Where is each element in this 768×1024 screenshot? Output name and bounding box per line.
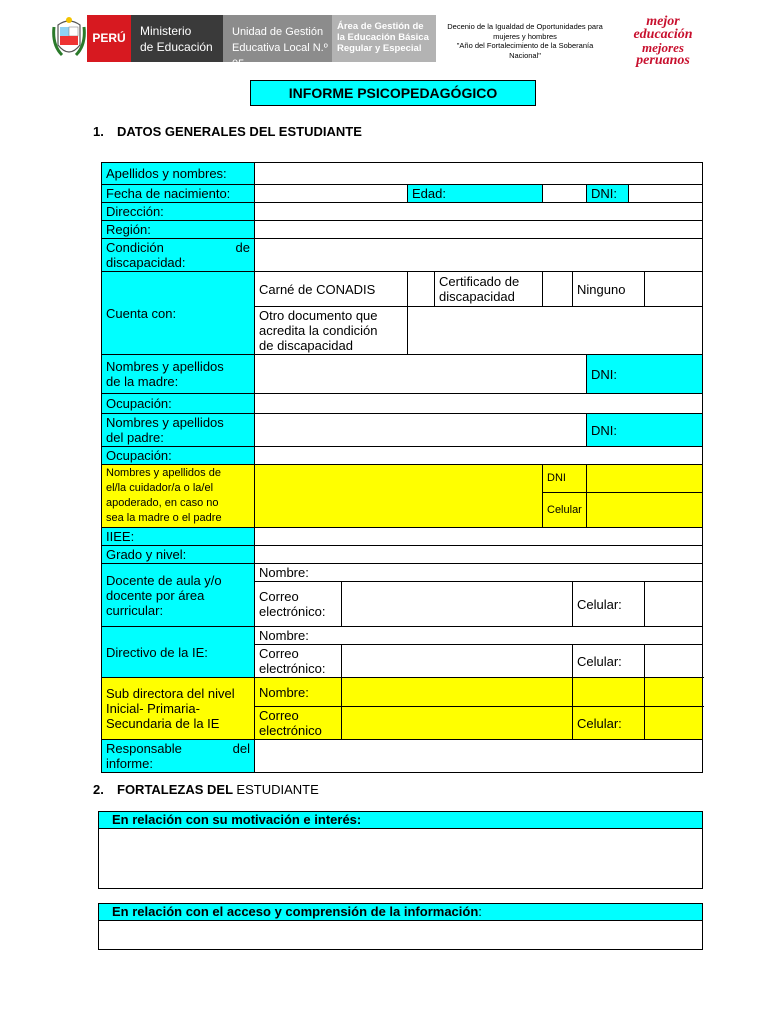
field-apellidos-nombres[interactable] xyxy=(255,163,703,185)
field-fecha-nacimiento[interactable] xyxy=(255,185,408,203)
label-celular-docente: Celular: xyxy=(573,582,645,627)
field-ocupacion-madre[interactable] xyxy=(255,394,703,414)
section-1-heading: 1. DATOS GENERALES DEL ESTUDIANTE xyxy=(93,124,362,139)
label-ocupacion-padre: Ocupación: xyxy=(102,447,255,465)
label-celular-directivo: Celular: xyxy=(573,645,645,678)
label-carne-conadis: Carné de CONADIS xyxy=(255,272,408,307)
label-grado-nivel: Grado y nivel: xyxy=(102,546,255,564)
label-nombre-subdirectora: Nombre: xyxy=(255,678,342,707)
field-correo-subdirectora[interactable] xyxy=(342,707,573,740)
peru-coat-of-arms-icon xyxy=(52,15,86,63)
label-region: Región: xyxy=(102,221,255,239)
label-padre: Nombres y apellidos del padre: xyxy=(102,414,255,447)
field-celular-subdirectora[interactable] xyxy=(645,707,703,740)
label-dni-cuidador: DNI xyxy=(543,465,587,493)
field-ocupacion-padre[interactable] xyxy=(255,447,703,465)
page-title: INFORME PSICOPEDAGÓGICO xyxy=(250,80,536,106)
area-label: Área de Gestión de la Educación Básica Regular y Especial xyxy=(332,15,436,62)
label-ninguno: Ninguno xyxy=(573,272,645,307)
fortaleza-motivacion-heading: En relación con su motivación e interés: xyxy=(99,812,702,829)
label-nombre-docente: Nombre: xyxy=(255,564,703,582)
slogan-logo: mejor educación mejores peruanos xyxy=(633,14,693,68)
label-nombre-directivo: Nombre: xyxy=(255,627,703,645)
decenio-text: Decenio de la Igualdad de Oportunidades para mujeres y hombres "Año del Fortalecimiento de la Soberanía Nacional" xyxy=(447,22,603,60)
field-dni-cuidador[interactable] xyxy=(587,465,703,493)
label-dni-madre: DNI: xyxy=(587,355,703,394)
field-celular-directivo[interactable] xyxy=(645,645,703,678)
label-celular-cuidador: Celular xyxy=(543,493,587,528)
label-cuidador: Nombres y apellidos de el/la cuidador/a o la/el apoderado, en caso no sea la madre o el padre xyxy=(102,465,255,528)
label-directivo: Directivo de la IE: xyxy=(102,627,255,678)
field-nombre-subdirectora-extra[interactable] xyxy=(645,678,703,707)
label-correo-subdirectora: Correo electrónico xyxy=(255,707,342,740)
label-subdirectora: Sub directora del nivel Inicial- Primaria- Secundaria de la IE xyxy=(102,678,255,740)
field-correo-directivo[interactable] xyxy=(342,645,573,678)
checkbox-ninguno[interactable] xyxy=(645,272,703,307)
checkbox-carne-conadis[interactable] xyxy=(408,272,435,307)
fortaleza-motivacion-box xyxy=(98,811,703,889)
field-dni[interactable] xyxy=(629,185,703,203)
field-correo-docente[interactable] xyxy=(342,582,573,627)
label-certificado-discapacidad: Certificado de discapacidad xyxy=(435,272,543,307)
field-padre[interactable] xyxy=(255,414,587,447)
field-edad[interactable] xyxy=(543,185,587,203)
label-edad: Edad: xyxy=(408,185,543,203)
label-dni: DNI: xyxy=(587,185,629,203)
field-direccion[interactable] xyxy=(255,203,703,221)
label-madre: Nombres y apellidos de la madre: xyxy=(102,355,255,394)
ministry-label: Ministerio de Educación xyxy=(131,15,223,62)
label-otro-documento: Otro documento que acredita la condición de discapacidad xyxy=(255,307,408,355)
label-cuenta-con: Cuenta con: xyxy=(102,272,255,355)
label-apellidos-nombres: Apellidos y nombres: xyxy=(102,163,255,185)
field-iiee[interactable] xyxy=(255,528,703,546)
label-correo-directivo: Correo electrónico: xyxy=(255,645,342,678)
label-fecha-nacimiento: Fecha de nacimiento: xyxy=(102,185,255,203)
fortaleza-motivacion-field[interactable] xyxy=(99,829,702,889)
field-nombre-subdirectora[interactable] xyxy=(342,678,573,707)
label-docente: Docente de aula y/o docente por área curricular: xyxy=(102,564,255,627)
label-condicion-discapacidad: Condición de discapacidad: xyxy=(102,239,255,272)
field-responsable-informe[interactable] xyxy=(255,740,703,773)
label-dni-padre: DNI: xyxy=(587,414,703,447)
field-grado-nivel[interactable] xyxy=(255,546,703,564)
label-celular-subdirectora: Celular: xyxy=(573,707,645,740)
country-label: PERÚ xyxy=(87,15,131,62)
fortaleza-acceso-field[interactable] xyxy=(99,921,702,950)
field-region[interactable] xyxy=(255,221,703,239)
ugel-label: Unidad de Gestión Educativa Local N.º 05 xyxy=(223,15,332,62)
fortaleza-acceso-heading: En relación con el acceso y comprensión de la información: xyxy=(99,904,702,921)
label-ocupacion-madre: Ocupación: xyxy=(102,394,255,414)
checkbox-certificado[interactable] xyxy=(543,272,573,307)
field-condicion-discapacidad[interactable] xyxy=(255,239,703,272)
field-celular-cuidador[interactable] xyxy=(587,493,703,528)
student-data-table xyxy=(101,162,703,773)
label-iiee: IIEE: xyxy=(102,528,255,546)
field-otro-documento[interactable] xyxy=(408,307,703,355)
section-2-heading: 2. FORTALEZAS DEL ESTUDIANTE xyxy=(93,782,319,797)
label-correo-docente: Correo electrónico: xyxy=(255,582,342,627)
field-cuidador[interactable] xyxy=(255,465,543,528)
field-madre[interactable] xyxy=(255,355,587,394)
cell-subdirectora-blank xyxy=(573,678,645,707)
label-responsable-informe: Responsable del informe: xyxy=(102,740,255,773)
fortaleza-acceso-box xyxy=(98,903,703,950)
label-direccion: Dirección: xyxy=(102,203,255,221)
field-celular-docente[interactable] xyxy=(645,582,703,627)
